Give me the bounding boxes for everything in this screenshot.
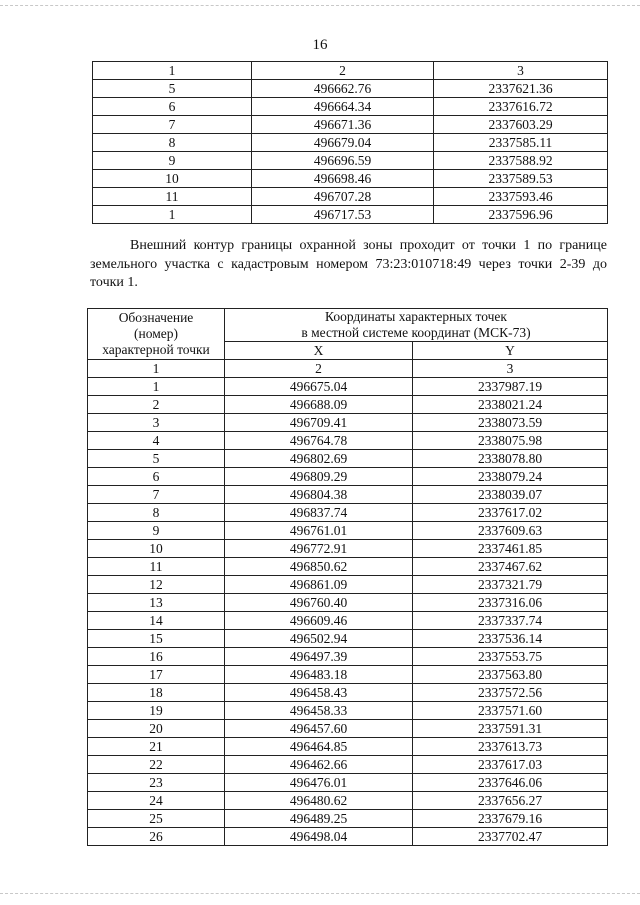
y-coordinate-cell: 2337321.79 xyxy=(413,576,608,594)
table-row xyxy=(88,396,608,414)
y-coordinate-cell: 2337613.73 xyxy=(413,738,608,756)
point-designation-header xyxy=(88,309,225,360)
y-axis-header: Y xyxy=(413,342,608,360)
y-coordinate-cell: 2338079.24 xyxy=(413,468,608,486)
column-number-1: 1 xyxy=(88,360,225,378)
x-coordinate-cell: 496458.43 xyxy=(225,684,413,702)
x-coordinate-cell: 496664.34 xyxy=(252,98,434,116)
y-coordinate-cell: 2337588.92 xyxy=(434,152,608,170)
x-coordinate-cell: 496464.85 xyxy=(225,738,413,756)
y-coordinate-cell: 2337656.27 xyxy=(413,792,608,810)
y-coordinate-cell: 2337461.85 xyxy=(413,540,608,558)
column-number-2: 2 xyxy=(252,62,434,80)
point-number-cell: 23 xyxy=(88,774,225,792)
table-row xyxy=(88,378,608,396)
x-coordinate-cell: 496671.36 xyxy=(252,116,434,134)
table-row xyxy=(88,828,608,846)
point-number-cell: 25 xyxy=(88,810,225,828)
x-coordinate-cell: 496809.29 xyxy=(225,468,413,486)
point-number-cell: 10 xyxy=(93,170,252,188)
x-coordinate-cell: 496764.78 xyxy=(225,432,413,450)
table-row xyxy=(88,684,608,702)
point-number-cell: 12 xyxy=(88,576,225,594)
coordinates-header xyxy=(225,309,608,342)
point-number-cell: 2 xyxy=(88,396,225,414)
x-coordinate-cell: 496709.41 xyxy=(225,414,413,432)
column-number-1: 1 xyxy=(93,62,252,80)
table-row xyxy=(88,486,608,504)
point-number-cell: 9 xyxy=(88,522,225,540)
table-row xyxy=(88,648,608,666)
x-coordinate-cell: 496802.69 xyxy=(225,450,413,468)
x-coordinate-cell: 496772.91 xyxy=(225,540,413,558)
coordinates-table-continued-body xyxy=(93,62,608,224)
y-coordinate-cell: 2337536.14 xyxy=(413,630,608,648)
point-number-cell: 13 xyxy=(88,594,225,612)
coordinates-table-continued xyxy=(92,61,608,224)
y-coordinate-cell: 2337467.62 xyxy=(413,558,608,576)
y-coordinate-cell: 2337621.36 xyxy=(434,80,608,98)
point-number-cell: 5 xyxy=(88,450,225,468)
point-number-cell: 19 xyxy=(88,702,225,720)
table-row xyxy=(93,170,608,188)
column-number-3: 3 xyxy=(413,360,608,378)
point-designation-header-line-3: характерной точки xyxy=(102,342,210,357)
point-number-cell: 8 xyxy=(93,134,252,152)
column-number-2: 2 xyxy=(225,360,413,378)
point-number-cell: 14 xyxy=(88,612,225,630)
boundary-description-paragraph: Внешний контур границы охранной зоны проходит от точки 1 по границе земельного участка с кадастровым номером 73:23:010718:49 через точки 2-39 до точки 1. xyxy=(90,238,607,290)
y-coordinate-cell: 2337593.46 xyxy=(434,188,608,206)
column-number-3: 3 xyxy=(434,62,608,80)
x-coordinate-cell: 496861.09 xyxy=(225,576,413,594)
x-coordinate-cell: 496502.94 xyxy=(225,630,413,648)
x-coordinate-cell: 496498.04 xyxy=(225,828,413,846)
point-number-cell: 5 xyxy=(93,80,252,98)
y-coordinate-cell: 2338078.80 xyxy=(413,450,608,468)
y-coordinate-cell: 2337617.03 xyxy=(413,756,608,774)
x-coordinate-cell: 496707.28 xyxy=(252,188,434,206)
x-coordinate-cell: 496837.74 xyxy=(225,504,413,522)
point-number-cell: 26 xyxy=(88,828,225,846)
table-row xyxy=(88,594,608,612)
table-row xyxy=(93,134,608,152)
x-coordinate-cell: 496458.33 xyxy=(225,702,413,720)
table-row xyxy=(93,152,608,170)
table-row xyxy=(88,504,608,522)
point-number-cell: 17 xyxy=(88,666,225,684)
y-coordinate-cell: 2337572.56 xyxy=(413,684,608,702)
table-row xyxy=(93,206,608,224)
point-number-cell: 22 xyxy=(88,756,225,774)
column-numbering-row xyxy=(88,360,608,378)
x-coordinate-cell: 496483.18 xyxy=(225,666,413,684)
point-number-cell: 7 xyxy=(88,486,225,504)
y-coordinate-cell: 2338075.98 xyxy=(413,432,608,450)
table-row xyxy=(88,774,608,792)
y-coordinate-cell: 2337603.29 xyxy=(434,116,608,134)
y-coordinate-cell: 2337609.63 xyxy=(413,522,608,540)
table-row xyxy=(88,612,608,630)
table-row xyxy=(93,80,608,98)
point-number-cell: 18 xyxy=(88,684,225,702)
y-coordinate-cell: 2337337.74 xyxy=(413,612,608,630)
point-number-cell: 1 xyxy=(93,206,252,224)
y-coordinate-cell: 2337591.31 xyxy=(413,720,608,738)
table-row xyxy=(88,702,608,720)
point-designation-header-line-2: (номер) xyxy=(134,326,178,341)
x-coordinate-cell: 496675.04 xyxy=(225,378,413,396)
point-number-cell: 11 xyxy=(88,558,225,576)
y-coordinate-cell: 2337616.72 xyxy=(434,98,608,116)
y-coordinate-cell: 2338073.59 xyxy=(413,414,608,432)
point-number-cell: 21 xyxy=(88,738,225,756)
table-header-row xyxy=(93,62,608,80)
y-coordinate-cell: 2337987.19 xyxy=(413,378,608,396)
x-coordinate-cell: 496480.62 xyxy=(225,792,413,810)
y-coordinate-cell: 2338039.07 xyxy=(413,486,608,504)
table-row xyxy=(93,188,608,206)
point-number-cell: 16 xyxy=(88,648,225,666)
y-coordinate-cell: 2337585.11 xyxy=(434,134,608,152)
point-number-cell: 24 xyxy=(88,792,225,810)
x-coordinate-cell: 496696.59 xyxy=(252,152,434,170)
point-number-cell: 15 xyxy=(88,630,225,648)
table-row xyxy=(88,432,608,450)
table-row xyxy=(88,630,608,648)
x-coordinate-cell: 496698.46 xyxy=(252,170,434,188)
x-coordinate-cell: 496497.39 xyxy=(225,648,413,666)
point-number-cell: 10 xyxy=(88,540,225,558)
x-coordinate-cell: 496489.25 xyxy=(225,810,413,828)
coordinates-header-line-1: Координаты характерных точек xyxy=(325,309,507,324)
table-row xyxy=(88,666,608,684)
y-coordinate-cell: 2337679.16 xyxy=(413,810,608,828)
point-number-cell: 3 xyxy=(88,414,225,432)
x-coordinate-cell: 496662.76 xyxy=(252,80,434,98)
x-coordinate-cell: 496850.62 xyxy=(225,558,413,576)
table-row xyxy=(88,468,608,486)
y-coordinate-cell: 2337563.80 xyxy=(413,666,608,684)
point-number-cell: 4 xyxy=(88,432,225,450)
point-number-cell: 8 xyxy=(88,504,225,522)
point-number-cell: 11 xyxy=(93,188,252,206)
page-number: 16 xyxy=(312,37,328,53)
x-coordinate-cell: 496457.60 xyxy=(225,720,413,738)
scan-edge-top xyxy=(0,5,640,6)
table-row xyxy=(88,522,608,540)
boundary-coordinates-table xyxy=(87,308,608,846)
x-coordinate-cell: 496688.09 xyxy=(225,396,413,414)
x-coordinate-cell: 496717.53 xyxy=(252,206,434,224)
point-number-cell: 6 xyxy=(88,468,225,486)
y-coordinate-cell: 2338021.24 xyxy=(413,396,608,414)
point-number-cell: 1 xyxy=(88,378,225,396)
x-coordinate-cell: 496760.40 xyxy=(225,594,413,612)
x-coordinate-cell: 496761.01 xyxy=(225,522,413,540)
x-coordinate-cell: 496804.38 xyxy=(225,486,413,504)
boundary-coordinates-table-body xyxy=(88,309,608,846)
x-coordinate-cell: 496609.46 xyxy=(225,612,413,630)
y-coordinate-cell: 2337596.96 xyxy=(434,206,608,224)
point-number-cell: 9 xyxy=(93,152,252,170)
y-coordinate-cell: 2337316.06 xyxy=(413,594,608,612)
table-row xyxy=(88,540,608,558)
table-row xyxy=(88,450,608,468)
table-row xyxy=(88,792,608,810)
coordinates-header-line-2: в местной системе координат (МСК-73) xyxy=(301,325,531,340)
table-row xyxy=(88,558,608,576)
point-number-cell: 6 xyxy=(93,98,252,116)
table-row xyxy=(88,720,608,738)
x-coordinate-cell: 496476.01 xyxy=(225,774,413,792)
table-row xyxy=(88,738,608,756)
point-number-cell: 20 xyxy=(88,720,225,738)
point-number-cell: 7 xyxy=(93,116,252,134)
y-coordinate-cell: 2337553.75 xyxy=(413,648,608,666)
table-row xyxy=(88,756,608,774)
table-row xyxy=(93,116,608,134)
y-coordinate-cell: 2337617.02 xyxy=(413,504,608,522)
y-coordinate-cell: 2337589.53 xyxy=(434,170,608,188)
x-coordinate-cell: 496462.66 xyxy=(225,756,413,774)
x-coordinate-cell: 496679.04 xyxy=(252,134,434,152)
table-row xyxy=(93,98,608,116)
y-coordinate-cell: 2337702.47 xyxy=(413,828,608,846)
table-row xyxy=(88,576,608,594)
y-coordinate-cell: 2337571.60 xyxy=(413,702,608,720)
table-row xyxy=(88,810,608,828)
point-designation-header-line-1: Обозначение xyxy=(118,310,194,325)
x-axis-header: X xyxy=(225,342,413,360)
y-coordinate-cell: 2337646.06 xyxy=(413,774,608,792)
scan-edge-bottom xyxy=(0,893,640,894)
table-row xyxy=(88,414,608,432)
